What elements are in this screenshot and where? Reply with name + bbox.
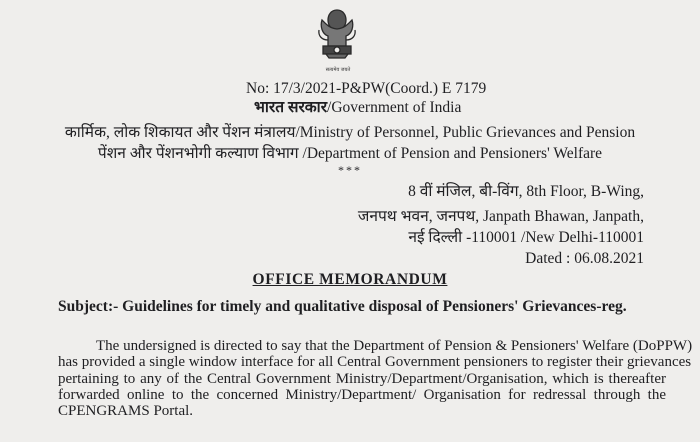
reference-number: No: 17/3/2021-P&PW(Coord.) E 7179 (246, 80, 487, 97)
body-line: forwarded online to the concerned Ministry/Department/ Organisation for redressal through the (58, 386, 666, 403)
government-hindi: भारत सरकार (254, 99, 328, 116)
address-line-1: 8 वीं मंजिल, बी-विंग, 8th Floor, B-Wing, (408, 183, 644, 200)
memo-title-text: OFFICE MEMORANDUM (252, 271, 448, 288)
memo-date: Dated : 06.08.2021 (525, 250, 644, 267)
body-line: The undersigned is directed to say that the Department of Pension & Pensioners' Welfare (DoPPW) (96, 338, 693, 354)
body-line: has provided a single window interface for all Central Government pensioners to register their grievances (58, 354, 692, 371)
address-line-2: जनपथ भवन, जनपथ, Janpath Bhawan, Janpath, (357, 208, 644, 225)
memo-title (0, 271, 700, 289)
header-separator: *** (338, 163, 362, 177)
emblem-motto: सत्यमेव जयते (325, 67, 351, 73)
body-line: pertaining to any of the Central Government Ministry/Department/Organisation, which is thereafter (58, 370, 666, 387)
department-name: पेंशन और पेंशनभोगी कल्याण विभाग /Department of Pension and Pensioners' Welfare (97, 145, 603, 162)
memo-subject: Subject:- Guidelines for timely and qualitative disposal of Pensioners' Grievances-reg. (58, 298, 627, 315)
government-line (254, 99, 461, 117)
government-english: /Government of India (327, 99, 462, 116)
body-paragraph (58, 338, 693, 420)
national-emblem-icon (314, 6, 360, 68)
ministry-name: कार्मिक, लोक शिकायत और पेंशन मंत्रालय/Ministry of Personnel, Public Grievances and Pension (64, 124, 636, 141)
address-line-3: नई दिल्ली -110001 /New Delhi-110001 (408, 229, 644, 246)
body-line: CPENGRAMS Portal. (58, 403, 194, 420)
